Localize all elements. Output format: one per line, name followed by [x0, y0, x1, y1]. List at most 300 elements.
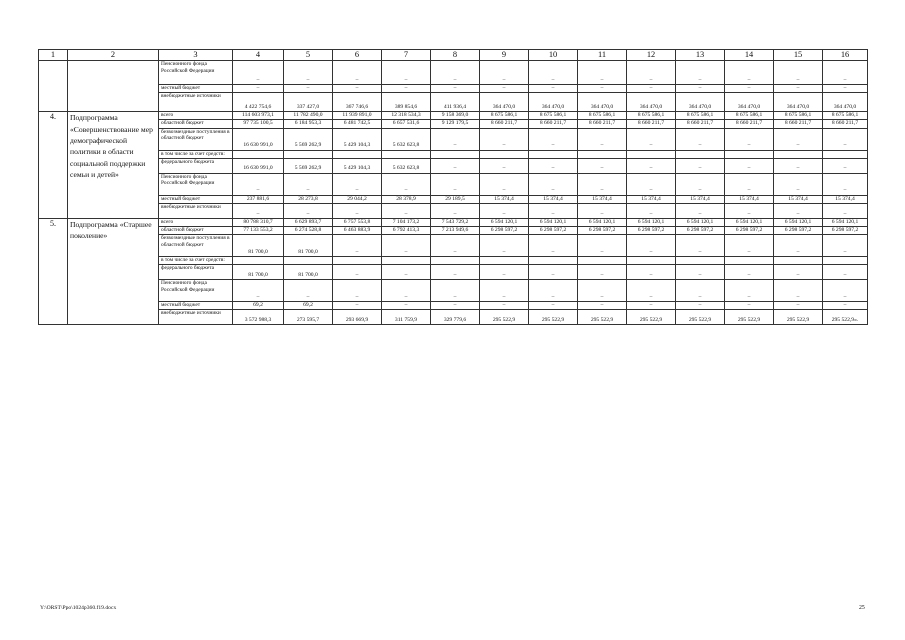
- value-cell: 8 675 586,1: [627, 112, 676, 120]
- value-cell: [774, 150, 823, 158]
- value-cell: 364 470,0: [578, 93, 627, 112]
- value-cell: 15 374,4: [529, 195, 578, 203]
- value-cell: [578, 150, 627, 158]
- funding-source-label: безвозмездные поступления в областной бюджет: [159, 128, 233, 150]
- value-cell: 5 569 262,9: [284, 128, 333, 150]
- value-cell: –: [774, 235, 823, 257]
- column-header-11: 11: [578, 50, 627, 61]
- column-header-15: 15: [774, 50, 823, 61]
- table-row: [39, 93, 868, 112]
- value-cell: –: [725, 173, 774, 195]
- value-cell: 6 298 597,2: [725, 227, 774, 235]
- value-cell: 81 700,0: [284, 235, 333, 257]
- value-cell: 7 104 173,2: [382, 218, 431, 226]
- value-cell: 5 632 623,8: [382, 128, 431, 150]
- value-cell: –: [480, 85, 529, 93]
- value-cell: [431, 257, 480, 265]
- value-cell: 80 788 310,7: [233, 218, 284, 226]
- value-cell: [382, 257, 431, 265]
- value-cell: –: [233, 203, 284, 218]
- value-cell: 295 522,9: [676, 310, 725, 325]
- value-cell: 4 422 754,6: [233, 93, 284, 112]
- value-cell: 389 854,6: [382, 93, 431, 112]
- column-header-7: 7: [382, 50, 431, 61]
- value-cell: 29 044,2: [333, 195, 382, 203]
- value-cell: [333, 257, 382, 265]
- table-row: [39, 61, 868, 85]
- value-cell: 6 594 120,1: [529, 218, 578, 226]
- value-cell: 28 378,9: [382, 195, 431, 203]
- value-cell: –: [578, 203, 627, 218]
- value-cell: 6 298 597,2: [774, 227, 823, 235]
- funding-source-label: безвозмездные поступления в областной бюджет: [159, 235, 233, 257]
- value-cell: –: [284, 85, 333, 93]
- value-cell: 8 660 211,7: [676, 120, 725, 128]
- funding-source-label: внебюджетные источники: [159, 203, 233, 218]
- funding-source-label: Пенсионного фонда Российской Федерации: [159, 61, 233, 85]
- value-cell: –: [333, 85, 382, 93]
- value-cell: 15 374,4: [774, 195, 823, 203]
- value-cell: –: [529, 85, 578, 93]
- value-cell: –: [529, 280, 578, 302]
- table-row: [39, 227, 868, 235]
- value-cell: –: [529, 128, 578, 150]
- value-cell: –: [725, 265, 774, 280]
- value-cell: –: [725, 235, 774, 257]
- value-cell: –: [774, 265, 823, 280]
- table-row: [39, 310, 868, 325]
- value-cell: 6 298 597,2: [823, 227, 868, 235]
- value-cell: 5 429 104,3: [333, 128, 382, 150]
- value-cell: 8 660 211,7: [627, 120, 676, 128]
- value-cell: 8 675 586,1: [676, 112, 725, 120]
- value-cell: –: [627, 302, 676, 310]
- value-cell: –: [480, 280, 529, 302]
- value-cell: [774, 257, 823, 265]
- value-cell: 6 298 597,2: [529, 227, 578, 235]
- value-cell: 6 792 413,3: [382, 227, 431, 235]
- value-cell: 97 735 100,5: [233, 120, 284, 128]
- value-cell: –: [333, 203, 382, 218]
- value-cell: 411 936,4: [431, 93, 480, 112]
- value-cell: 6 184 953,3: [284, 120, 333, 128]
- subprogram-name-cell: [68, 61, 159, 112]
- value-cell: 15 374,4: [725, 195, 774, 203]
- value-cell: 9 129 179,5: [431, 120, 480, 128]
- value-cell: –: [627, 158, 676, 173]
- value-cell: –: [431, 158, 480, 173]
- value-cell: –: [529, 158, 578, 173]
- value-cell: [233, 257, 284, 265]
- column-header-14: 14: [725, 50, 774, 61]
- value-cell: –: [333, 61, 382, 85]
- value-cell: 8 675 586,1: [774, 112, 823, 120]
- value-cell: 15 374,4: [676, 195, 725, 203]
- value-cell: –: [627, 203, 676, 218]
- value-cell: 6 594 120,1: [480, 218, 529, 226]
- value-cell: –: [529, 265, 578, 280]
- table-row: [39, 85, 868, 93]
- value-cell: –: [774, 280, 823, 302]
- value-cell: 81 700,0: [233, 235, 284, 257]
- column-header-13: 13: [676, 50, 725, 61]
- value-cell: 364 470,0: [823, 93, 868, 112]
- value-cell: –: [774, 128, 823, 150]
- value-cell: 11 939 891,0: [333, 112, 382, 120]
- value-cell: –: [676, 235, 725, 257]
- value-cell: 8 675 586,1: [823, 112, 868, 120]
- value-cell: –: [480, 128, 529, 150]
- value-cell: 6 594 120,1: [823, 218, 868, 226]
- value-cell: [676, 257, 725, 265]
- value-cell: –: [233, 280, 284, 302]
- value-cell: 364 470,0: [774, 93, 823, 112]
- funding-source-label: федерального бюджета: [159, 158, 233, 173]
- value-cell: [233, 150, 284, 158]
- value-cell: –: [333, 235, 382, 257]
- value-cell: 12 318 534,3: [382, 112, 431, 120]
- value-cell: [823, 150, 868, 158]
- value-cell: 6 298 597,2: [578, 227, 627, 235]
- value-cell: 295 522,9: [725, 310, 774, 325]
- row-number-cell: [39, 61, 68, 112]
- column-header-3: 3: [159, 50, 233, 61]
- value-cell: –: [578, 280, 627, 302]
- value-cell: 16 630 991,0: [233, 158, 284, 173]
- column-header-9: 9: [480, 50, 529, 61]
- value-cell: –: [774, 302, 823, 310]
- value-cell: –: [431, 265, 480, 280]
- value-cell: –: [480, 265, 529, 280]
- value-cell: [382, 150, 431, 158]
- funding-source-label: местный бюджет: [159, 85, 233, 93]
- value-cell: 7 213 949,6: [431, 227, 480, 235]
- value-cell: 337 427,0: [284, 93, 333, 112]
- value-cell: –: [529, 203, 578, 218]
- value-cell: [284, 150, 333, 158]
- value-cell: –: [233, 85, 284, 93]
- table-row: [39, 265, 868, 280]
- funding-source-label: областной бюджет: [159, 227, 233, 235]
- value-cell: –: [284, 203, 333, 218]
- value-cell: 8 675 586,1: [725, 112, 774, 120]
- value-cell: –: [578, 302, 627, 310]
- value-cell: –: [284, 173, 333, 195]
- value-cell: –: [774, 173, 823, 195]
- value-cell: –: [382, 203, 431, 218]
- value-cell: –: [823, 203, 868, 218]
- value-cell: 6 463 883,9: [333, 227, 382, 235]
- value-cell: –: [578, 61, 627, 85]
- value-cell: –: [725, 85, 774, 93]
- value-cell: 6 298 597,2: [480, 227, 529, 235]
- value-cell: 6 657 531,6: [382, 120, 431, 128]
- value-cell: 5 569 262,9: [284, 158, 333, 173]
- funding-source-label: местный бюджет: [159, 302, 233, 310]
- value-cell: –: [823, 173, 868, 195]
- table-row: [39, 257, 868, 265]
- table-row: [39, 235, 868, 257]
- value-cell: –: [431, 302, 480, 310]
- value-cell: 6 298 597,2: [676, 227, 725, 235]
- value-cell: 6 594 120,1: [578, 218, 627, 226]
- value-cell: –: [627, 173, 676, 195]
- value-cell: 15 374,4: [578, 195, 627, 203]
- value-cell: [529, 257, 578, 265]
- row-number-cell: 4.: [39, 112, 68, 219]
- value-cell: –: [676, 85, 725, 93]
- value-cell: –: [676, 61, 725, 85]
- value-cell: –: [578, 128, 627, 150]
- value-cell: 237 881,6: [233, 195, 284, 203]
- subprogram-name-cell: Подпрограмма «Совершенствование мер демографической политики в области социальной поддержки семьи и детей»: [68, 112, 159, 219]
- value-cell: –: [529, 173, 578, 195]
- value-cell: –: [627, 235, 676, 257]
- funding-source-label: в том числе за счет средств:: [159, 150, 233, 158]
- funding-source-label: Пенсионного фонда Российской Федерации: [159, 280, 233, 302]
- funding-source-label: областной бюджет: [159, 120, 233, 128]
- value-cell: 6 274 528,8: [284, 227, 333, 235]
- value-cell: 364 470,0: [480, 93, 529, 112]
- value-cell: [529, 150, 578, 158]
- value-cell: 5 429 104,3: [333, 158, 382, 173]
- value-cell: 8 660 211,7: [774, 120, 823, 128]
- value-cell: 329 779,6: [431, 310, 480, 325]
- column-header-10: 10: [529, 50, 578, 61]
- column-header-16: 16: [823, 50, 868, 61]
- value-cell: [676, 150, 725, 158]
- value-cell: –: [382, 85, 431, 93]
- value-cell: –: [627, 61, 676, 85]
- column-header-8: 8: [431, 50, 480, 61]
- value-cell: –: [529, 235, 578, 257]
- value-cell: –: [676, 280, 725, 302]
- value-cell: 6 298 597,2: [627, 227, 676, 235]
- value-cell: 8 660 211,7: [529, 120, 578, 128]
- row-number-cell: 5.: [39, 218, 68, 325]
- value-cell: 364 470,0: [627, 93, 676, 112]
- value-cell: –: [676, 128, 725, 150]
- value-cell: –: [382, 173, 431, 195]
- value-cell: –: [823, 235, 868, 257]
- table-row: [39, 280, 868, 302]
- value-cell: –: [431, 61, 480, 85]
- value-cell: 364 470,0: [676, 93, 725, 112]
- value-cell: –: [774, 61, 823, 85]
- value-cell: –: [823, 85, 868, 93]
- value-cell: 6 594 120,1: [774, 218, 823, 226]
- value-cell: 6 629 893,7: [284, 218, 333, 226]
- value-cell: 6 757 553,8: [333, 218, 382, 226]
- value-cell: –: [529, 302, 578, 310]
- value-cell: 81 700,0: [284, 265, 333, 280]
- value-cell: 16 630 991,0: [233, 128, 284, 150]
- value-cell: 29 189,5: [431, 195, 480, 203]
- value-cell: 311 759,9: [382, 310, 431, 325]
- value-cell: 295 522,9: [480, 310, 529, 325]
- document-path: Y:\ORST\Ppo\1024p360.f19.docx: [40, 605, 117, 611]
- value-cell: –: [676, 203, 725, 218]
- value-cell: –: [333, 265, 382, 280]
- value-cell: –: [725, 203, 774, 218]
- table-row: [39, 158, 868, 173]
- value-cell: –: [676, 302, 725, 310]
- table-row: [39, 128, 868, 150]
- column-header-4: 4: [233, 50, 284, 61]
- funding-source-label: внебюджетные источники: [159, 310, 233, 325]
- value-cell: 8 675 586,1: [529, 112, 578, 120]
- value-cell: –: [823, 302, 868, 310]
- value-cell: 364 470,0: [529, 93, 578, 112]
- value-cell: 367 746,6: [333, 93, 382, 112]
- value-cell: –: [431, 235, 480, 257]
- value-cell: 8 660 211,7: [578, 120, 627, 128]
- value-cell: 28 273,8: [284, 195, 333, 203]
- value-cell: –: [382, 235, 431, 257]
- value-cell: –: [480, 61, 529, 85]
- value-cell: –: [284, 61, 333, 85]
- value-cell: [431, 150, 480, 158]
- value-cell: 295 522,9: [529, 310, 578, 325]
- funding-source-label: федерального бюджета: [159, 265, 233, 280]
- table-row: [39, 195, 868, 203]
- column-header-6: 6: [333, 50, 382, 61]
- value-cell: –: [676, 158, 725, 173]
- value-cell: 9 158 369,0: [431, 112, 480, 120]
- value-cell: –: [676, 265, 725, 280]
- value-cell: –: [578, 235, 627, 257]
- table-row: [39, 203, 868, 218]
- header-row: [39, 50, 868, 61]
- value-cell: –: [382, 61, 431, 85]
- value-cell: –: [382, 302, 431, 310]
- value-cell: –: [480, 235, 529, 257]
- value-cell: –: [382, 265, 431, 280]
- value-cell: –: [627, 85, 676, 93]
- value-cell: –: [774, 203, 823, 218]
- value-cell: [627, 150, 676, 158]
- table-row: [39, 218, 868, 226]
- value-cell: 364 470,0: [725, 93, 774, 112]
- value-cell: 295 522,9».: [823, 310, 868, 325]
- value-cell: 15 374,4: [627, 195, 676, 203]
- value-cell: 6 594 120,1: [676, 218, 725, 226]
- table-row: [39, 302, 868, 310]
- value-cell: –: [333, 302, 382, 310]
- funding-source-label: внебюджетные источники: [159, 93, 233, 112]
- value-cell: –: [382, 280, 431, 302]
- value-cell: 8 675 586,1: [480, 112, 529, 120]
- table-row: [39, 112, 868, 120]
- value-cell: –: [233, 61, 284, 85]
- value-cell: [284, 257, 333, 265]
- value-cell: 69,2: [284, 302, 333, 310]
- value-cell: 77 133 553,2: [233, 227, 284, 235]
- column-header-1: 1: [39, 50, 68, 61]
- value-cell: –: [823, 61, 868, 85]
- table-row: [39, 150, 868, 158]
- value-cell: [480, 257, 529, 265]
- value-cell: 8 660 211,7: [725, 120, 774, 128]
- value-cell: –: [431, 128, 480, 150]
- column-header-5: 5: [284, 50, 333, 61]
- value-cell: 273 595,7: [284, 310, 333, 325]
- value-cell: –: [233, 173, 284, 195]
- value-cell: –: [333, 280, 382, 302]
- value-cell: 295 522,9: [578, 310, 627, 325]
- value-cell: 293 669,9: [333, 310, 382, 325]
- value-cell: –: [627, 265, 676, 280]
- value-cell: [480, 150, 529, 158]
- value-cell: –: [529, 61, 578, 85]
- value-cell: [725, 150, 774, 158]
- value-cell: –: [627, 128, 676, 150]
- value-cell: [333, 150, 382, 158]
- value-cell: –: [725, 302, 774, 310]
- subprogram-name-cell: Подпрограмма «Старшее поколение»: [68, 218, 159, 325]
- table-row: [39, 173, 868, 195]
- value-cell: 3 572 988,3: [233, 310, 284, 325]
- value-cell: [578, 257, 627, 265]
- value-cell: –: [725, 61, 774, 85]
- value-cell: –: [823, 280, 868, 302]
- value-cell: –: [578, 158, 627, 173]
- column-header-2: 2: [68, 50, 159, 61]
- value-cell: –: [333, 173, 382, 195]
- value-cell: –: [480, 158, 529, 173]
- value-cell: [823, 257, 868, 265]
- value-cell: –: [431, 173, 480, 195]
- funding-source-label: всего: [159, 112, 233, 120]
- value-cell: –: [823, 265, 868, 280]
- value-cell: –: [823, 158, 868, 173]
- value-cell: –: [480, 173, 529, 195]
- value-cell: –: [578, 265, 627, 280]
- value-cell: –: [676, 173, 725, 195]
- funding-source-label: всего: [159, 218, 233, 226]
- value-cell: 6 594 120,1: [627, 218, 676, 226]
- financing-table: [38, 49, 868, 325]
- value-cell: –: [627, 280, 676, 302]
- value-cell: 5 632 623,8: [382, 158, 431, 173]
- value-cell: 6 481 742,5: [333, 120, 382, 128]
- value-cell: –: [725, 128, 774, 150]
- value-cell: 8 675 586,1: [578, 112, 627, 120]
- value-cell: [725, 257, 774, 265]
- value-cell: 6 594 120,1: [725, 218, 774, 226]
- value-cell: 8 660 211,7: [480, 120, 529, 128]
- value-cell: –: [578, 85, 627, 93]
- funding-source-label: в том числе за счет средств:: [159, 257, 233, 265]
- page-number: 25: [859, 605, 865, 611]
- value-cell: 7 543 729,2: [431, 218, 480, 226]
- value-cell: 295 522,9: [627, 310, 676, 325]
- value-cell: –: [725, 280, 774, 302]
- value-cell: 81 700,0: [233, 265, 284, 280]
- value-cell: –: [774, 85, 823, 93]
- value-cell: –: [431, 85, 480, 93]
- value-cell: 69,2: [233, 302, 284, 310]
- value-cell: 15 374,4: [823, 195, 868, 203]
- value-cell: –: [725, 158, 774, 173]
- value-cell: 8 660 211,7: [823, 120, 868, 128]
- value-cell: –: [431, 280, 480, 302]
- value-cell: 295 522,9: [774, 310, 823, 325]
- value-cell: 11 782 490,0: [284, 112, 333, 120]
- funding-source-label: местный бюджет: [159, 195, 233, 203]
- value-cell: 15 374,4: [480, 195, 529, 203]
- value-cell: –: [774, 158, 823, 173]
